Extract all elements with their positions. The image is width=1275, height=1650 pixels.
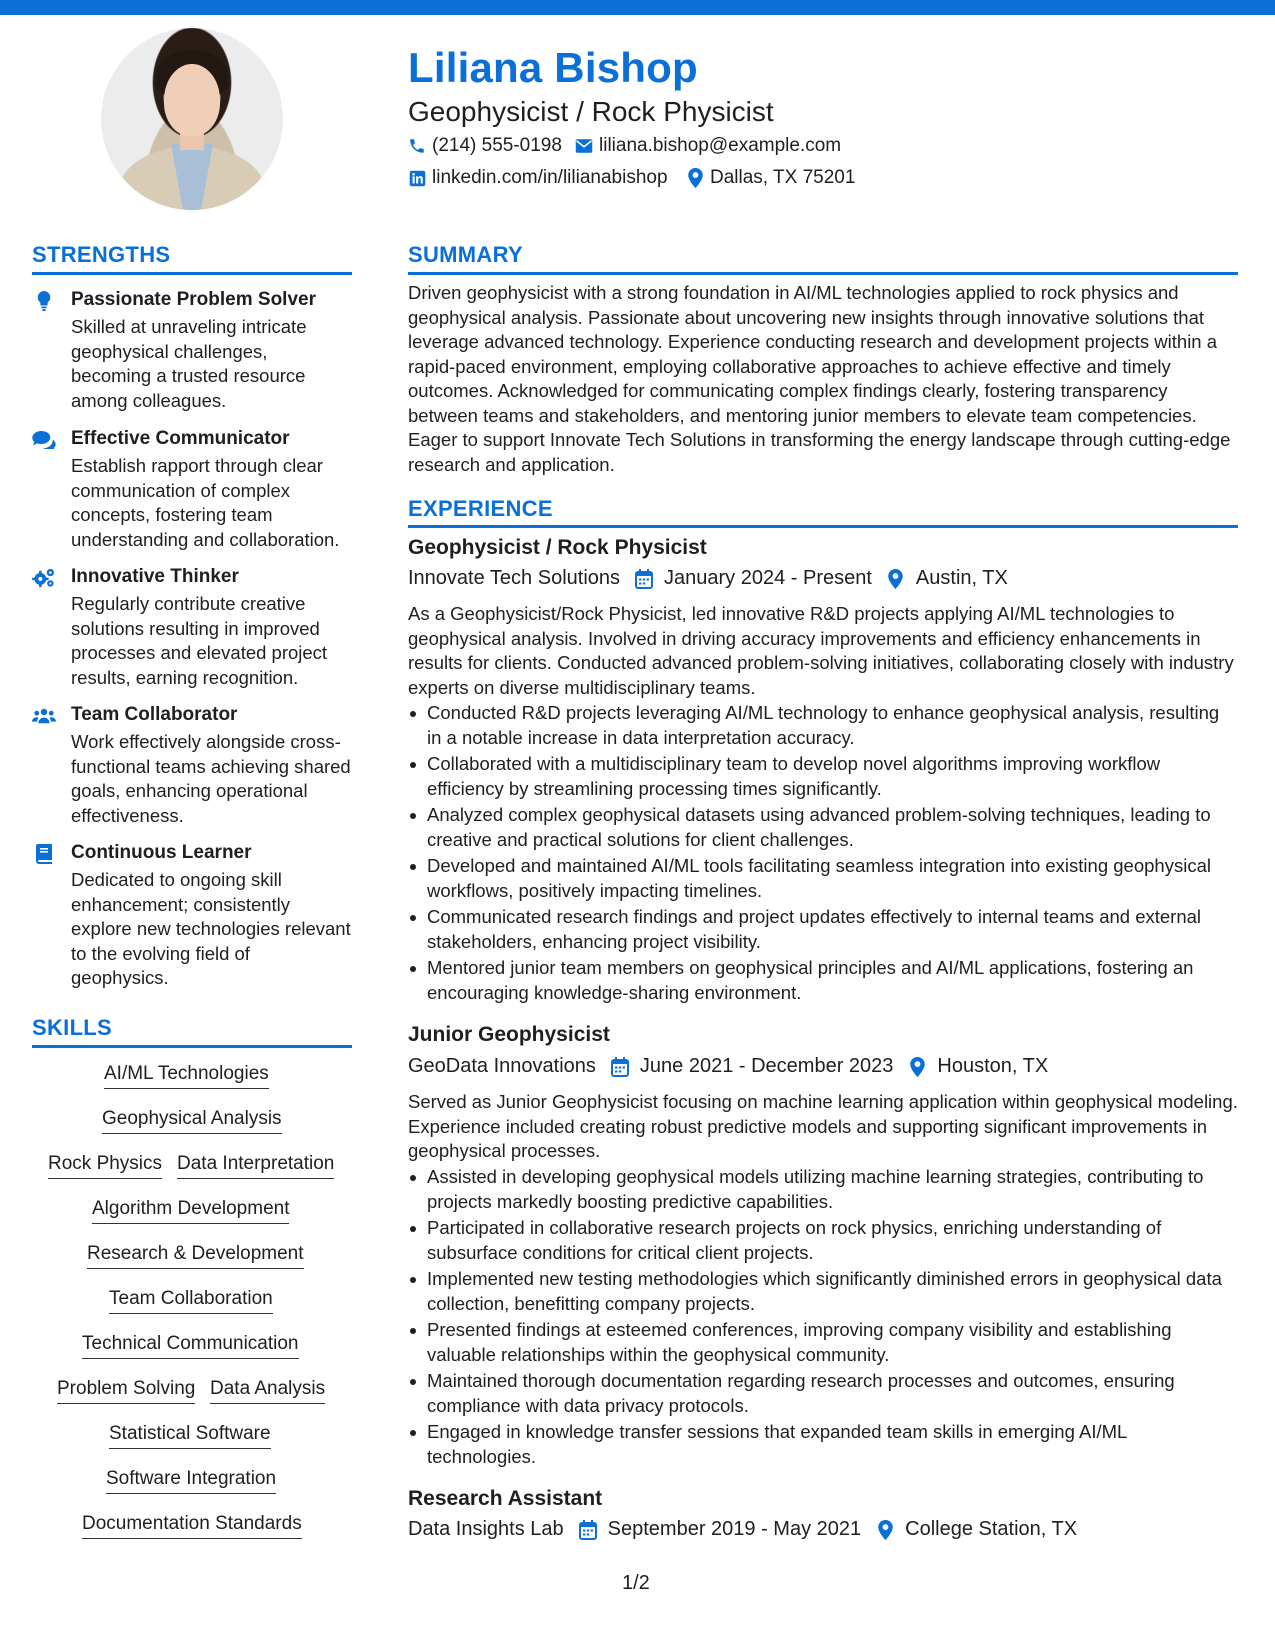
skill-tag: AI/ML Technologies — [104, 1063, 269, 1089]
job-location: Austin, TX — [915, 567, 1008, 589]
contact-email[interactable] — [575, 135, 841, 157]
phone-icon — [408, 137, 426, 155]
strength-title: Innovative Thinker — [71, 566, 239, 587]
skills-rule — [32, 1045, 352, 1048]
experience-rule — [408, 525, 1238, 528]
job-bullets — [408, 1165, 1238, 1471]
strength-title: Passionate Problem Solver — [71, 289, 316, 310]
job-meta — [408, 567, 1008, 590]
bullet-item: Communicated research findings and project updates effectively to internal teams and external stakeholders, enhancing project visibility. — [408, 905, 1238, 954]
job-dates: June 2021 - December 2023 — [639, 1055, 894, 1077]
job-location: College Station, TX — [905, 1518, 1078, 1540]
linkedin-icon — [408, 169, 426, 187]
job-title: Research Assistant — [408, 1487, 603, 1510]
summary-rule — [408, 272, 1238, 275]
bullet-item: Analyzed complex geophysical datasets using advanced problem-solving techniques, leading to creative and practical solutions for client challenges. — [408, 803, 1238, 852]
candidate-name: Liliana Bishop — [408, 44, 698, 91]
experience-heading: EXPERIENCE — [408, 496, 553, 521]
skill-tag: Research & Development — [87, 1243, 304, 1269]
skill-tag: Software Integration — [106, 1468, 276, 1494]
bullet-item: Implemented new testing methodologies which significantly diminished errors in geophysical data collection, benefitting company projects. — [408, 1267, 1238, 1316]
skill-tag: Statistical Software — [109, 1423, 271, 1449]
bullet-item: Assisted in developing geophysical models utilizing machine learning strategies, contributing to projects markedly boosting predictive capabilities. — [408, 1165, 1238, 1214]
map-pin-icon — [875, 1520, 895, 1540]
calendar-icon — [578, 1520, 598, 1540]
job-title: Junior Geophysicist — [408, 1023, 610, 1046]
skills-heading: SKILLS — [32, 1015, 113, 1040]
job-dates: January 2024 - Present — [664, 567, 872, 589]
skill-tag: Technical Communication — [82, 1333, 299, 1359]
chat-bubbles-icon — [32, 430, 56, 450]
job-description: As a Geophysicist/Rock Physicist, led innovative R&D projects applying AI/ML technologies to geophysical analysis. Involved in driving accuracy improvements and efficiency enhancements in results for clients. Conducted advanced problem-solving initiatives, collaborating closely with industry experts on diverse multidisciplinary teams. — [408, 603, 1234, 698]
phone-text: (214) 555-0198 — [432, 135, 562, 156]
bullet-item: Collaborated with a multidisciplinary team to develop novel algorithms improving workflow efficiency by streamlining processing times significantly. — [408, 752, 1238, 801]
skill-tag: Documentation Standards — [82, 1513, 302, 1539]
users-icon — [32, 706, 56, 726]
job-company: GeoData Innovations — [408, 1055, 596, 1077]
strengths-heading: STRENGTHS — [32, 242, 171, 267]
job-title: Geophysicist / Rock Physicist — [408, 536, 707, 559]
calendar-icon — [610, 1057, 630, 1077]
linkedin-text: linkedin.com/in/lilianabishop — [432, 167, 668, 188]
gears-icon — [32, 568, 56, 588]
job-meta — [408, 1055, 1048, 1078]
strength-description: Establish rapport through clear communication of complex concepts, fostering team understanding and collaboration. — [71, 455, 340, 550]
job-dates: September 2019 - May 2021 — [607, 1518, 862, 1540]
strength-title: Effective Communicator — [71, 428, 290, 449]
strengths-rule — [32, 272, 352, 275]
calendar-icon — [634, 569, 654, 589]
skill-tag: Problem Solving — [57, 1378, 195, 1404]
map-pin-icon — [907, 1057, 927, 1077]
page-number: 1/2 — [622, 1572, 650, 1594]
bullet-item: Engaged in knowledge transfer sessions that expanded team skills in emerging AI/ML technologies. — [408, 1420, 1238, 1469]
book-icon — [32, 844, 56, 864]
skill-tag: Algorithm Development — [92, 1198, 289, 1224]
skill-tag: Geophysical Analysis — [102, 1108, 282, 1134]
location-text: Dallas, TX 75201 — [710, 167, 856, 188]
map-pin-icon — [686, 169, 704, 187]
skill-tag: Team Collaboration — [109, 1288, 273, 1314]
job-description: Served as Junior Geophysicist focusing on machine learning application within geophysical modeling. Experience included creating robust predictive models and supporting significant improvements in geophysical processes. — [408, 1091, 1238, 1161]
bullet-item: Maintained thorough documentation regarding research processes and outcomes, ensuring compliance with data privacy protocols. — [408, 1369, 1238, 1418]
envelope-icon — [575, 137, 593, 155]
strength-description: Dedicated to ongoing skill enhancement; consistently explore new technologies relevant to the evolving field of geophysics. — [71, 869, 351, 988]
strength-description: Work effectively alongside cross-functional teams achieving shared goals, enhancing operational effectiveness. — [71, 731, 351, 826]
top-accent-bar — [0, 0, 1275, 15]
job-meta — [408, 1518, 1077, 1541]
job-bullets — [408, 701, 1238, 1007]
strength-title: Team Collaborator — [71, 704, 238, 725]
skill-tag: Data Interpretation — [177, 1153, 334, 1179]
candidate-title: Geophysicist / Rock Physicist — [408, 96, 774, 127]
map-pin-icon — [886, 569, 906, 589]
strength-description: Skilled at unraveling intricate geophysical challenges, becoming a trusted resource among colleagues. — [71, 316, 307, 411]
bullet-item: Presented findings at esteemed conferences, improving company visibility and establishing valuable relationships within the geophysical community. — [408, 1318, 1238, 1367]
summary-heading: SUMMARY — [408, 242, 523, 267]
contact-phone[interactable] — [408, 135, 562, 157]
summary-text: Driven geophysicist with a strong foundation in AI/ML technologies applied to rock physics and geophysical analysis. Passionate about uncovering new insights through innovative solutions that leverage advanced technology. Experience conducting research and development projects within a rapid-paced environment, employing collaborative approaches to achieve effective and timely outcomes. Acknowledged for communicating complex findings clearly, fostering transparency between teams and stakeholders, and mentoring junior members to elevate team competencies. Eager to support Innovate Tech Solutions in transforming the energy landscape through cutting-edge research and application. — [408, 282, 1231, 475]
bullet-item: Mentored junior team members on geophysical principles and AI/ML applications, fostering an encouraging knowledge-sharing environment. — [408, 956, 1238, 1005]
contact-location — [686, 167, 855, 189]
strength-title: Continuous Learner — [71, 842, 252, 863]
bullet-item: Conducted R&D projects leveraging AI/ML technology to enhance geophysical analysis, resulting in a notable increase in data interpretation accuracy. — [408, 701, 1238, 750]
profile-photo — [101, 28, 283, 210]
strength-description: Regularly contribute creative solutions resulting in improved processes and elevated project results, earning recognition. — [71, 593, 328, 688]
job-location: Houston, TX — [937, 1055, 1049, 1077]
skill-tag: Rock Physics — [48, 1153, 162, 1179]
lightbulb-icon — [32, 291, 56, 311]
bullet-item: Developed and maintained AI/ML tools facilitating seamless integration into existing geophysical workflows, positively impacting timelines. — [408, 854, 1238, 903]
job-company: Innovate Tech Solutions — [408, 567, 621, 589]
email-text: liliana.bishop@example.com — [599, 135, 842, 156]
contact-linkedin[interactable] — [408, 167, 668, 189]
job-company: Data Insights Lab — [408, 1518, 564, 1540]
skill-tag: Data Analysis — [210, 1378, 325, 1404]
bullet-item: Participated in collaborative research projects on rock physics, enriching understanding of subsurface conditions for critical client projects. — [408, 1216, 1238, 1265]
